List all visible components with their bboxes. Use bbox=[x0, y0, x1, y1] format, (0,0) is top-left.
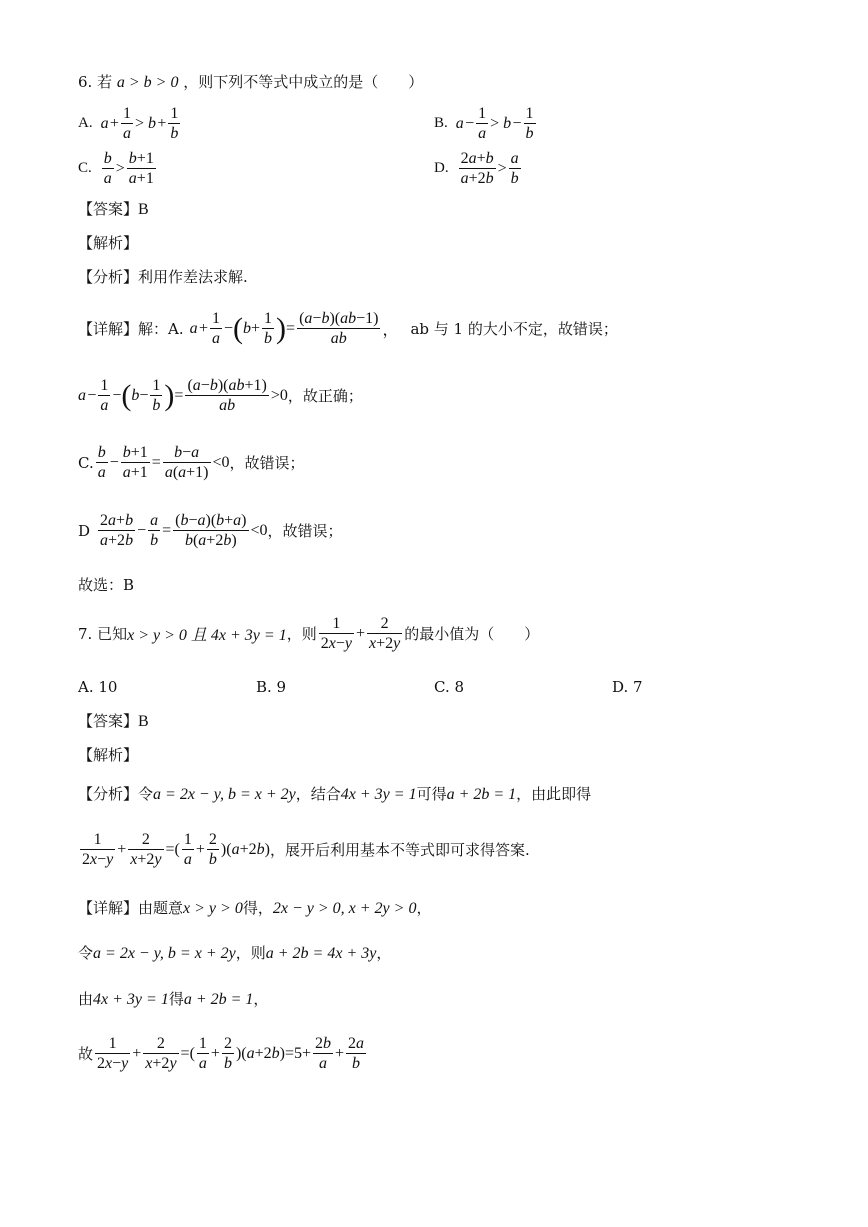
q6-detail-tag: 【详解】 bbox=[78, 320, 139, 338]
q6-d-frac-2: $\frac{a}{b}$ bbox=[510, 150, 519, 187]
q6-analysis-tag: 【解析】 bbox=[78, 234, 139, 252]
q7-fenxi-1c: ，结合 bbox=[295, 785, 341, 803]
q6-b-frac-1: $\frac{1}{a}$ bbox=[478, 105, 487, 142]
q7-fenxi-line-2: $\frac{1}{2x-y}$ + $\frac{2}{x+2y}$ =( $\frac{1}{a}$ + $\frac{2}{b}$ )(a+2b) ，展开后利用基本不等式即可求得答案. bbox=[82, 831, 530, 868]
q7-fenxi-1g: ，由此即得 bbox=[516, 785, 592, 803]
q7-answer-tag: 【答案】 bbox=[78, 712, 139, 730]
q7-detail-2c: ，则 bbox=[235, 944, 266, 962]
q6-option-b: B. a − $\frac{1}{a}$ > b − $\frac{1}{b}$ bbox=[434, 105, 534, 142]
q7-condition: x > y > 0 且 4x + 3y = 1 bbox=[127, 627, 287, 644]
q7-detail-1e: ， bbox=[416, 899, 432, 917]
q6-answer bbox=[78, 199, 149, 220]
q6-stem bbox=[78, 72, 423, 93]
q6-option-c-label: C. bbox=[78, 160, 92, 176]
q7-fenxi-1b: a = 2x − y, b = x + 2y bbox=[153, 786, 296, 803]
q7-fenxi-1d: 4x + 3y = 1 bbox=[340, 786, 417, 803]
q6-c-comment: ，故错误； bbox=[229, 454, 305, 472]
q6-d-frac-1: $\frac{2a+b}{a+2b}$ bbox=[460, 150, 494, 187]
q7-detail-tag: 【详解】 bbox=[78, 899, 139, 917]
q6-c-frac-1: $\frac{b}{a}$ bbox=[103, 150, 112, 187]
q6-d-lead: D bbox=[78, 521, 91, 540]
q7-detail-4a: 故 bbox=[78, 1045, 94, 1063]
q6-stem-tail: ，则下列不等式中成立的是（ ） bbox=[183, 73, 424, 91]
q7-detail-1b: x > y > 0 bbox=[183, 900, 243, 917]
q6-option-b-label: B. bbox=[434, 115, 448, 131]
q7-detail-1a: 由题意 bbox=[138, 899, 184, 917]
q7-detail-2d: a + 2b = 4x + 3y bbox=[265, 945, 377, 962]
q7-option-a: A. 10 bbox=[78, 678, 118, 696]
q7-fenxi-1e: 可得 bbox=[416, 785, 447, 803]
q6-stem-lead: 6. 若 bbox=[78, 73, 113, 91]
q6-conclusion: 故选：B bbox=[78, 576, 135, 594]
q6-detail-a: 【详解】 解：A. a + $\frac{1}{a}$ − ( b + $\frac{1}{b}$ ) = $\frac{(a-b)(ab-1)}{ab}$ ， ab 与 1 的大小不定，故错误； bbox=[78, 310, 618, 347]
q7-detail-line-3 bbox=[78, 989, 268, 1010]
q7-fenxi-1f: a + 2b = 1 bbox=[446, 786, 517, 803]
q6-c-lead: C. bbox=[78, 453, 94, 472]
q6-detail-c: C. $\frac{b}{a}$ − $\frac{b+1}{a+1}$ = $\frac{b-a}{a(a+1)}$ <0 ，故错误； bbox=[78, 444, 305, 481]
q7-option-c: C. 8 bbox=[434, 678, 465, 696]
q7-stem-tail: 的最小值为（ ） bbox=[404, 625, 540, 643]
q7-fenxi-1a: 令 bbox=[138, 785, 154, 803]
q7-detail-3d: a + 2b = 1 bbox=[183, 991, 254, 1008]
q6-c-frac-2: $\frac{b+1}{a+1}$ bbox=[128, 150, 154, 187]
q6-option-d-label: D. bbox=[434, 160, 449, 176]
q7-detail-1c: 得， bbox=[242, 899, 273, 917]
q7-detail-2e: ， bbox=[376, 944, 392, 962]
q6-option-a-label: A. bbox=[78, 115, 93, 131]
q6-option-a: A. a + $\frac{1}{a}$ > b + $\frac{1}{b}$ bbox=[78, 105, 179, 142]
q7-detail-line-1 bbox=[78, 898, 431, 919]
q7-detail-1d: 2x − y > 0, x + 2y > 0 bbox=[272, 900, 417, 917]
q7-detail-3a: 由 bbox=[78, 990, 94, 1008]
q6-answer-value: B bbox=[138, 201, 149, 218]
q6-a-frac-2: $\frac{1}{b}$ bbox=[170, 105, 179, 142]
q6-detail-lead: 解：A. bbox=[138, 320, 184, 338]
q7-detail-3b: 4x + 3y = 1 bbox=[93, 991, 169, 1008]
q7-option-d: D. 7 bbox=[612, 678, 643, 696]
q6-b-comment: ，故正确； bbox=[287, 387, 363, 405]
q6-detail-b: a − $\frac{1}{a}$ − ( b − $\frac{1}{b}$ ) = $\frac{(a-b)(ab+1)}{ab}$ >0 ，故正确； bbox=[78, 377, 363, 414]
q7-answer bbox=[78, 711, 149, 732]
q6-option-c: C. $\frac{b}{a}$ > $\frac{b+1}{a+1}$ bbox=[78, 150, 154, 187]
q7-stem: 7. 已知 x > y > 0 且 4x + 3y = 1 ，则 $\frac{1}{2x-y}$ + $\frac{2}{x+2y}$ 的最小值为（ ） bbox=[78, 615, 540, 652]
q7-detail-3e: ， bbox=[253, 990, 269, 1008]
q7-detail-2a: 令 bbox=[78, 944, 94, 962]
q7-fenxi-2-tail: ，展开后利用基本不等式即可求得答案. bbox=[269, 841, 530, 859]
q7-detail-line-2 bbox=[78, 943, 391, 964]
q7-detail-2b: a = 2x − y, b = x + 2y bbox=[93, 945, 236, 962]
q6-d-comment: ，故错误； bbox=[267, 522, 343, 540]
q6-fenxi-text: 利用作差法求解. bbox=[138, 268, 248, 286]
q7-fenxi-line-1 bbox=[78, 784, 591, 805]
q6-option-d: D. $\frac{2a+b}{a+2b}$ > $\frac{a}{b}$ bbox=[434, 150, 519, 187]
q7-detail-3c: 得 bbox=[168, 990, 184, 1008]
q6-fenxi-tag: 【分析】 bbox=[78, 268, 139, 286]
q6-answer-tag: 【答案】 bbox=[78, 200, 139, 218]
q7-option-b: B. 9 bbox=[256, 678, 287, 696]
q7-answer-value: B bbox=[138, 713, 149, 730]
q7-detail-line-4: 故 $\frac{1}{2x-y}$ + $\frac{2}{x+2y}$ =( $\frac{1}{a}$ + $\frac{2}{b}$ )(a+2b)=5+ $\frac{2b}{a}$ + $\frac{2a}{b}$ bbox=[78, 1035, 365, 1072]
q6-b-frac-2: $\frac{1}{b}$ bbox=[525, 105, 534, 142]
q7-stem-mid: ，则 bbox=[286, 625, 317, 643]
q6-a-frac-1: $\frac{1}{a}$ bbox=[122, 105, 131, 142]
q6-fenxi bbox=[78, 267, 248, 287]
q6-a-comment: ab 与 1 的大小不定，故错误； bbox=[410, 320, 618, 338]
q6-detail-d: D $\frac{2a+b}{a+2b}$ − $\frac{a}{b}$ = $\frac{(b-a)(b+a)}{b(a+2b)}$ <0 ，故错误； bbox=[78, 512, 343, 549]
q6-condition: a > b > 0 bbox=[116, 74, 179, 91]
q7-analysis-tag: 【解析】 bbox=[78, 746, 139, 764]
q7-stem-lead: 7. 已知 bbox=[78, 625, 128, 643]
q7-fenxi-tag: 【分析】 bbox=[78, 785, 139, 803]
